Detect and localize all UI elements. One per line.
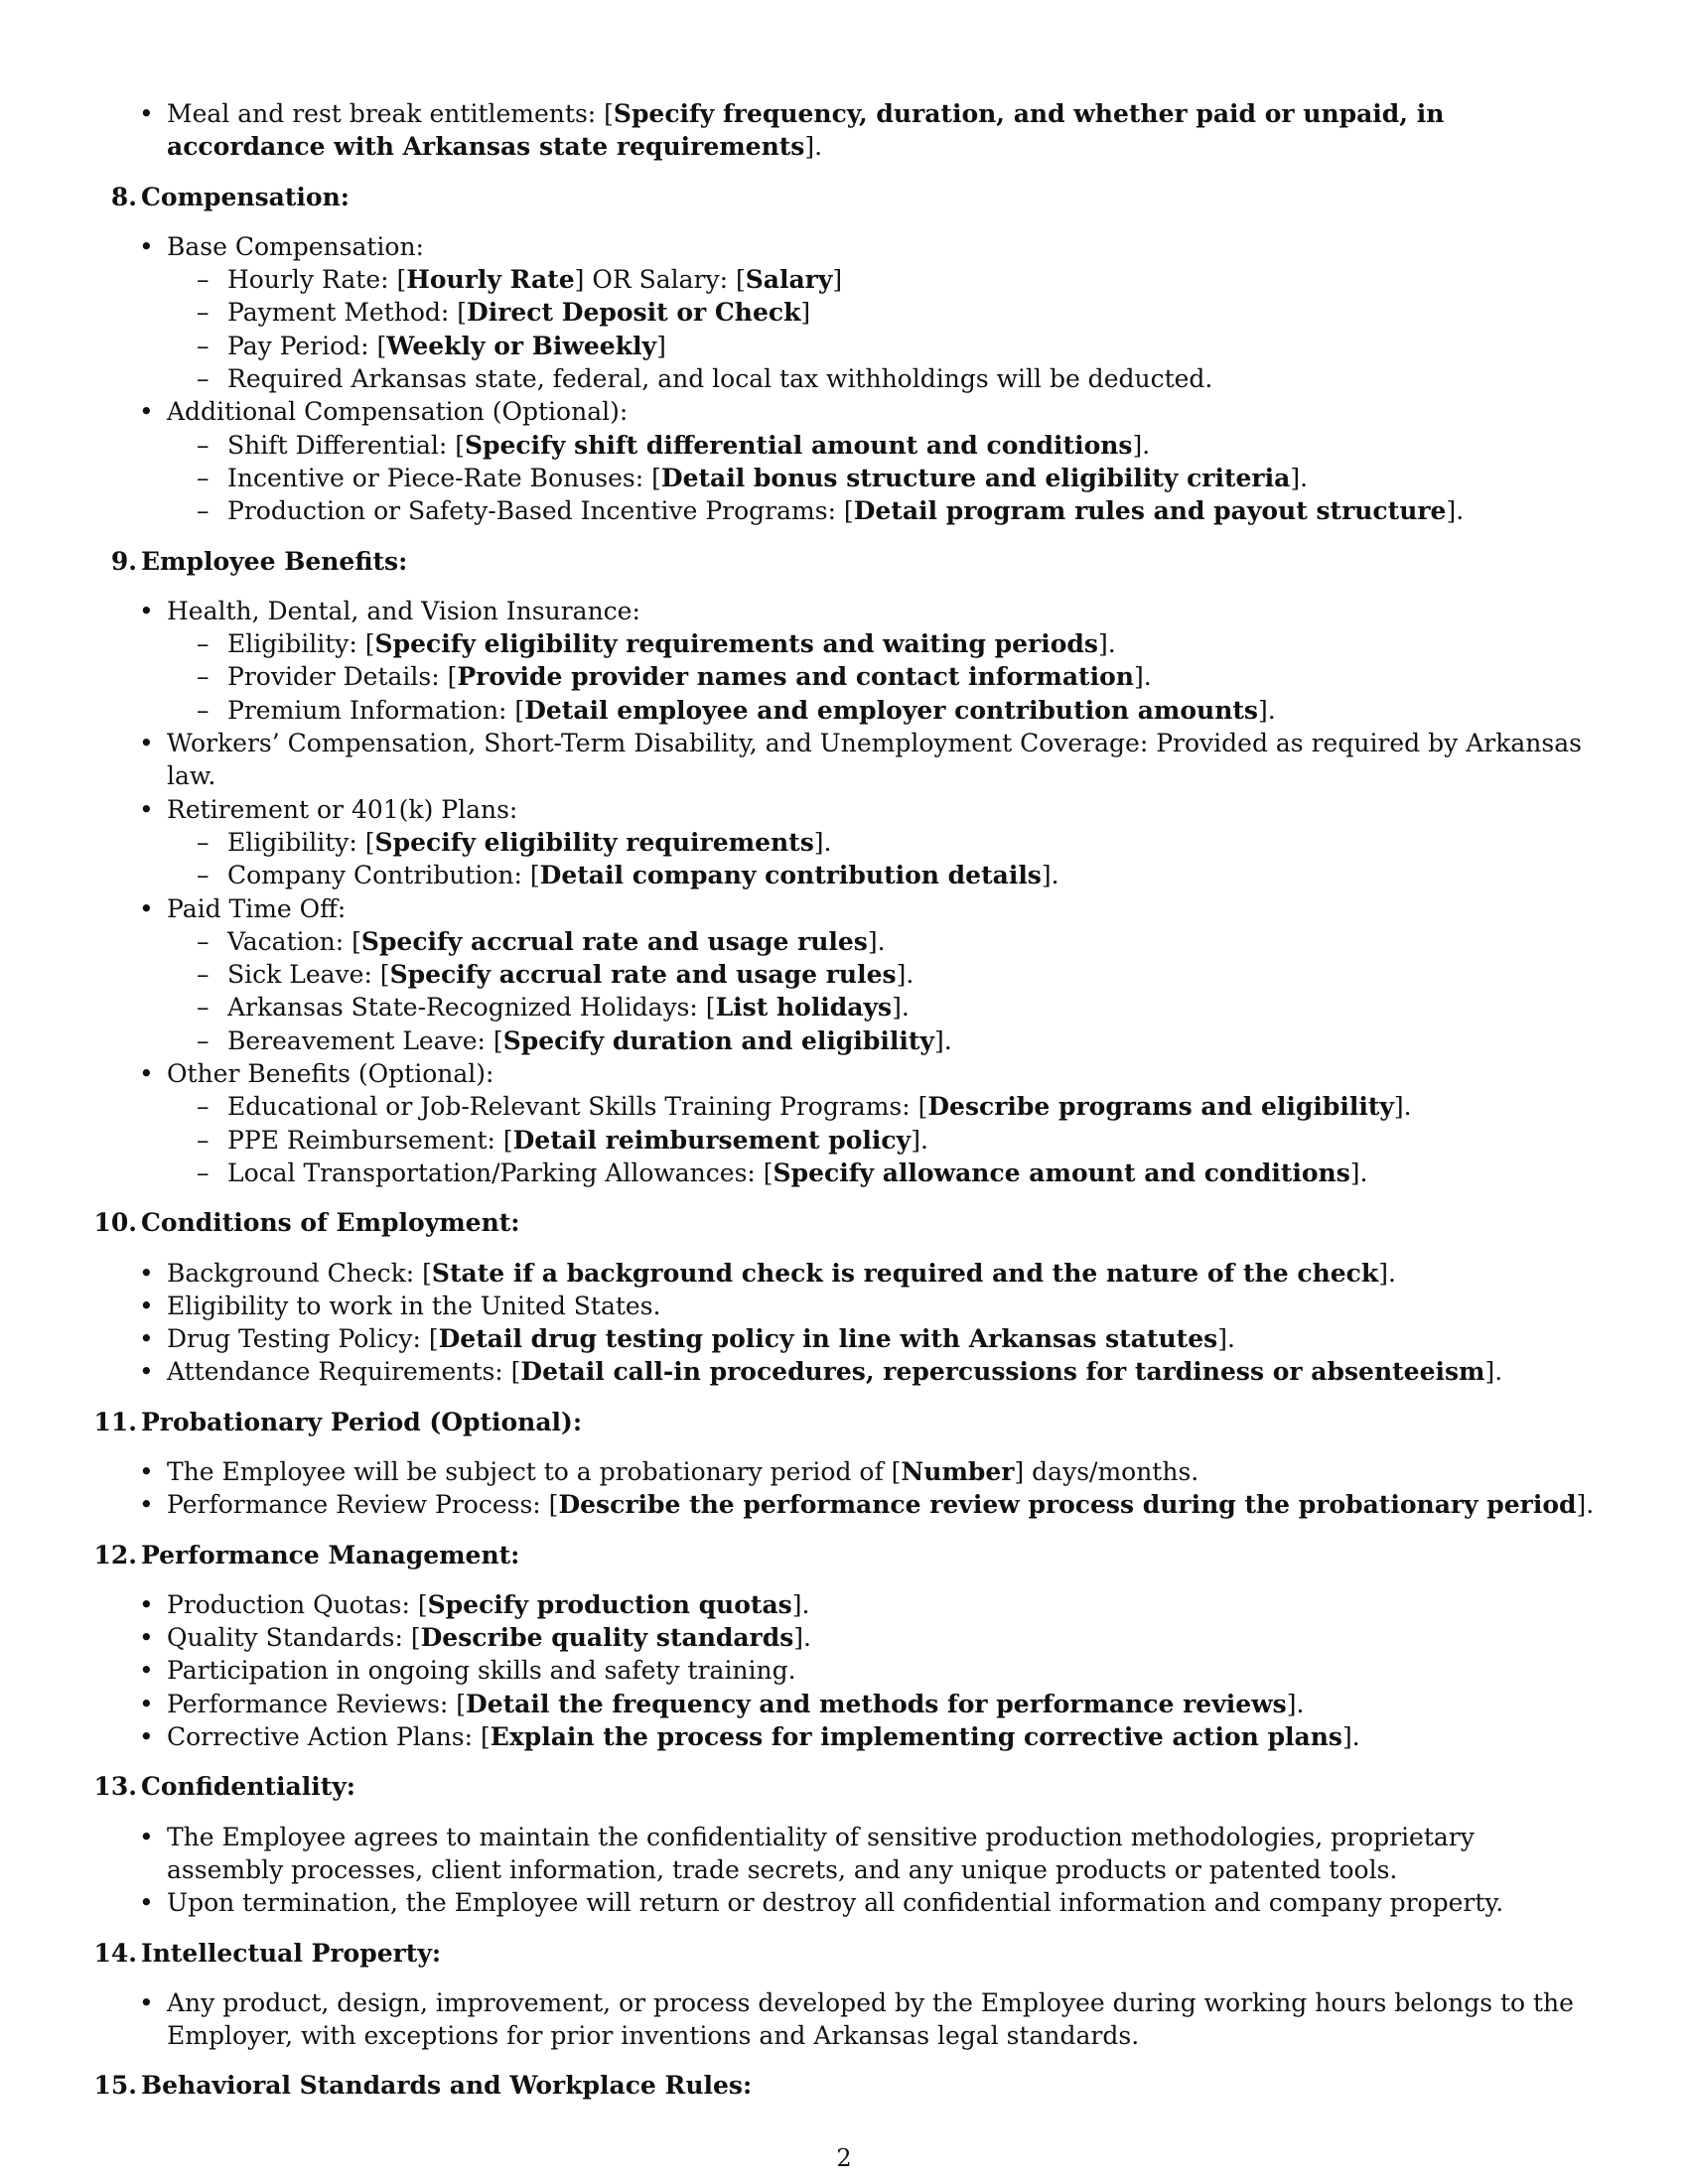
list-item: • The Employee will be subject to a probationary period of [Number] days/months. (97, 1455, 1597, 1488)
sub-list-item: – Bereavement Leave: [Specify duration and eligibility]. (97, 1024, 1597, 1057)
sub-list-item: – Required Arkansas state, federal, and local tax withholdings will be deducted. (97, 362, 1597, 395)
list-item: • Any product, design, improvement, or process developed by the Employee during working hours belongs to the Employer, with exceptions for prior inventions and Arkansas legal standards. (97, 1986, 1597, 2053)
list-item: • Other Benefits (Optional): (97, 1057, 1597, 1090)
sub-list-item: – Educational or Job-Relevant Skills Training Programs: [Describe programs and eligibility]. (97, 1090, 1597, 1123)
section-heading-13: 13. Confidentiality: (93, 1772, 356, 1802)
sub-list-item: – Provider Details: [Provide provider names and contact information]. (97, 660, 1597, 693)
list-item: • Meal and rest break entitlements: [Specify frequency, duration, and whether paid or unpaid, in accordance with Arkansas state requirements]. (97, 97, 1597, 164)
sub-list-item: – Eligibility: [Specify eligibility requirements and waiting periods]. (97, 627, 1597, 660)
sub-list-item: – Production or Safety-Based Incentive Programs: [Detail program rules and payout structure]. (97, 494, 1597, 527)
sub-list-item: – Arkansas State-Recognized Holidays: [List holidays]. (97, 991, 1597, 1024)
section-heading-8: 8. Compensation: (110, 182, 350, 211)
list-item: • Upon termination, the Employee will return or destroy all confidential information and company property. (97, 1886, 1597, 1919)
list-item: • The Employee agrees to maintain the confidentiality of sensitive production methodologies, proprietary assembly processes, client information, trade secrets, and any unique products or patented tools. (97, 1821, 1597, 1887)
section-heading-9: 9. Employee Benefits: (110, 546, 408, 576)
section-heading-10: 10. Conditions of Employment: (93, 1208, 520, 1238)
section-heading-11: 11. Probationary Period (Optional): (93, 1407, 583, 1436)
list-item: • Attendance Requirements: [Detail call-in procedures, repercussions for tardiness or absenteeism]. (97, 1355, 1597, 1388)
section-heading-14: 14. Intellectual Property: (93, 1938, 442, 1968)
list-item: • Performance Review Process: [Describe the performance review process during the probationary period]. (97, 1488, 1597, 1521)
section-heading-15: 15. Behavioral Standards and Workplace Rules: (93, 2071, 753, 2101)
sub-list-item: – Local Transportation/Parking Allowances: [Specify allowance amount and conditions]. (97, 1157, 1597, 1189)
sub-list-item: – Premium Information: [Detail employee and employer contribution amounts]. (97, 694, 1597, 727)
list-item: • Eligibility to work in the United States. (97, 1290, 1597, 1322)
list-item: • Drug Testing Policy: [Detail drug testing policy in line with Arkansas statutes]. (97, 1322, 1597, 1355)
section-heading-12: 12. Performance Management: (93, 1540, 520, 1570)
sub-list-item: – Company Contribution: [Detail company contribution details]. (97, 859, 1597, 891)
list-item: • Quality Standards: [Describe quality standards]. (97, 1621, 1597, 1654)
sub-list-item: – PPE Reimbursement: [Detail reimbursement policy]. (97, 1124, 1597, 1157)
list-item: • Health, Dental, and Vision Insurance: (97, 595, 1597, 627)
sub-list-item: – Pay Period: [Weekly or Biweekly] (97, 330, 1597, 362)
sub-list-item: – Vacation: [Specify accrual rate and usage rules]. (97, 925, 1597, 958)
list-item: • Retirement or 401(k) Plans: (97, 793, 1597, 826)
page-number: 2 (836, 2144, 852, 2172)
list-item: • Performance Reviews: [Detail the frequency and methods for performance reviews]. (97, 1688, 1597, 1720)
sub-list-item: – Shift Differential: [Specify shift differential amount and conditions]. (97, 429, 1597, 462)
sub-list-item: – Sick Leave: [Specify accrual rate and usage rules]. (97, 958, 1597, 991)
sub-list-item: – Eligibility: [Specify eligibility requirements]. (97, 826, 1597, 859)
list-item: • Participation in ongoing skills and safety training. (97, 1654, 1597, 1687)
sub-list-item: – Payment Method: [Direct Deposit or Check] (97, 296, 1597, 329)
list-item: • Paid Time Off: (97, 892, 1597, 925)
list-item: • Production Quotas: [Specify production quotas]. (97, 1588, 1597, 1621)
list-item: • Base Compensation: (97, 230, 1597, 263)
document-body (93, 97, 1597, 2119)
list-item: • Corrective Action Plans: [Explain the process for implementing corrective action plans]. (97, 1720, 1597, 1753)
list-item: • Background Check: [State if a background check is required and the nature of the check]. (97, 1257, 1597, 1290)
list-item: • Workers’ Compensation, Short-Term Disability, and Unemployment Coverage: Provided as required by Arkansas law. (97, 727, 1597, 793)
sub-list-item: – Hourly Rate: [Hourly Rate] OR Salary: [Salary] (97, 263, 1597, 296)
sub-list-item: – Incentive or Piece-Rate Bonuses: [Detail bonus structure and eligibility criteria]. (97, 462, 1597, 494)
list-item: • Additional Compensation (Optional): (97, 395, 1597, 428)
